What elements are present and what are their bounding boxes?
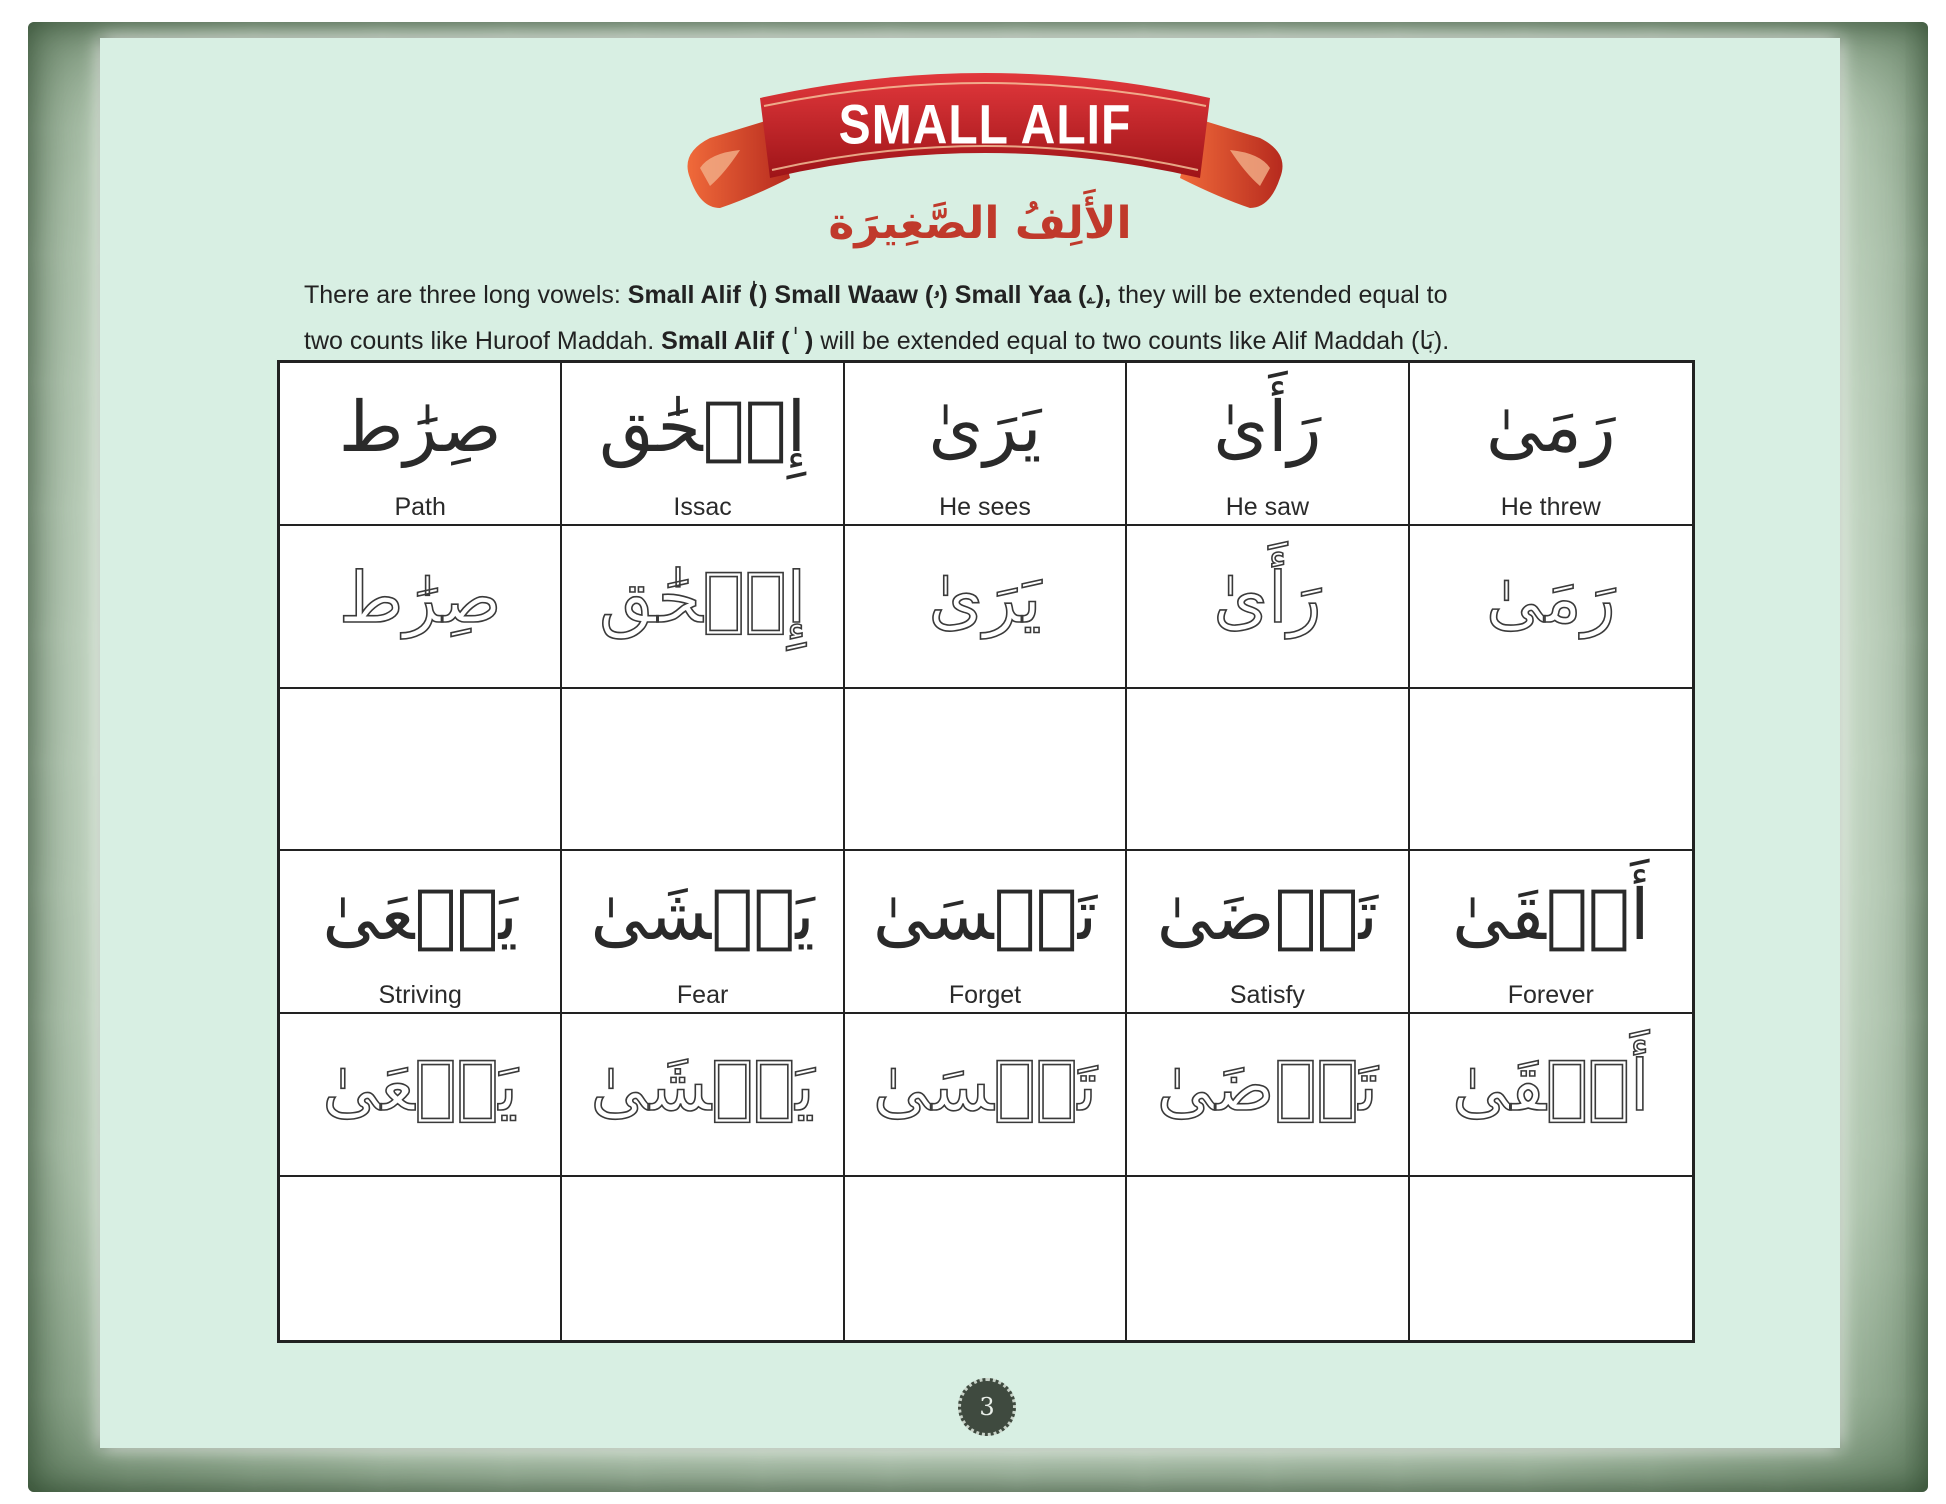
dotted-trace-word: إِسۡحَٰق [599, 556, 807, 639]
writing-cell[interactable] [280, 689, 562, 852]
page-number: 3 [958, 1378, 1016, 1436]
word-cell [280, 851, 562, 1014]
title-banner [680, 58, 1290, 208]
intro-line-1 [304, 272, 1704, 318]
arabic-word: يَسۡعَىٰ [322, 874, 518, 957]
writing-cell[interactable] [562, 1177, 844, 1340]
intro-line-2 [304, 318, 1704, 364]
word-cell [1410, 851, 1692, 1014]
trace-cell[interactable] [1410, 526, 1692, 689]
trace-cell[interactable] [562, 1014, 844, 1177]
writing-cell[interactable] [845, 689, 1127, 852]
arabic-word: تَرۡضَىٰ [1156, 874, 1379, 957]
dotted-trace-word: رَأَىٰ [1213, 556, 1322, 639]
arabic-word: رَأَىٰ [1213, 386, 1322, 468]
word-meaning: Forever [1507, 981, 1594, 1010]
word-meaning: Issac [673, 492, 732, 521]
dotted-trace-word: يَسۡعَىٰ [322, 1045, 518, 1128]
trace-cell[interactable] [1127, 526, 1409, 689]
writing-cell[interactable] [562, 689, 844, 852]
trace-cell[interactable] [1410, 1014, 1692, 1177]
intro-bold-small-alif: Small Alif ( ٰ ) [661, 327, 814, 355]
intro-text-part: will be extended equal to two counts like Alif Maddah (بَا). [813, 327, 1450, 355]
word-cell [562, 851, 844, 1014]
writing-cell[interactable] [845, 1177, 1127, 1340]
intro-bold-small-waaw: Small Waaw (ۥ) [767, 281, 948, 309]
arabic-word: أَبۡقَىٰ [1452, 874, 1650, 957]
trace-cell[interactable] [845, 1014, 1127, 1177]
trace-cell[interactable] [280, 1014, 562, 1177]
writing-cell[interactable] [1410, 1177, 1692, 1340]
word-meaning: Striving [378, 981, 462, 1010]
word-cell [1127, 851, 1409, 1014]
dotted-trace-word: يَرَىٰ [928, 556, 1042, 639]
word-cell [1410, 363, 1692, 526]
intro-text-part: two counts like Huroof Maddah. [304, 327, 662, 355]
trace-cell[interactable] [1127, 1014, 1409, 1177]
intro-text-part: There are three long vowels: [304, 281, 628, 309]
writing-cell[interactable] [1127, 1177, 1409, 1340]
writing-cell[interactable] [1410, 689, 1692, 852]
banner-title: SMALL ALIF [838, 95, 1132, 156]
arabic-word: يَخۡشَىٰ [590, 874, 815, 957]
word-meaning: Path [394, 492, 446, 521]
dotted-trace-word: رَمَىٰ [1485, 556, 1616, 639]
arabic-word: رَمَىٰ [1485, 386, 1616, 468]
practice-grid [277, 360, 1695, 1343]
word-meaning: He saw [1225, 492, 1310, 521]
word-meaning: Forget [948, 981, 1022, 1010]
arabic-word: صِرَٰط [338, 386, 502, 468]
trace-cell[interactable] [845, 526, 1127, 689]
arabic-word: تَنۡسَىٰ [872, 874, 1098, 957]
dotted-trace-word: صِرَٰط [338, 556, 502, 639]
word-cell [562, 363, 844, 526]
trace-cell[interactable] [562, 526, 844, 689]
word-meaning: He sees [939, 492, 1031, 521]
word-cell [280, 363, 562, 526]
word-cell [1127, 363, 1409, 526]
trace-cell[interactable] [280, 526, 562, 689]
dotted-trace-word: أَبۡقَىٰ [1452, 1045, 1650, 1128]
dotted-trace-word: يَخۡشَىٰ [590, 1045, 815, 1128]
arabic-word: إِسۡحَٰق [599, 386, 807, 468]
arabic-word: يَرَىٰ [928, 386, 1042, 468]
arabic-title: الأَلِفُ الصَّغِيرَة [828, 198, 1132, 249]
word-meaning: Satisfy [1229, 981, 1305, 1010]
dotted-trace-word: تَنۡسَىٰ [872, 1045, 1098, 1128]
word-meaning: Fear [676, 981, 729, 1010]
intro-bold-small-alif: Small Alif (ٰ) [627, 281, 768, 309]
intro-text [304, 272, 1704, 364]
dotted-trace-word: تَرۡضَىٰ [1156, 1045, 1379, 1128]
intro-bold-small-yaa: Small Yaa (ۦ), [947, 281, 1112, 309]
writing-cell[interactable] [280, 1177, 562, 1340]
word-meaning: He threw [1500, 492, 1601, 521]
word-cell [845, 363, 1127, 526]
intro-text-part: they will be extended equal to [1111, 281, 1448, 309]
word-cell [845, 851, 1127, 1014]
writing-cell[interactable] [1127, 689, 1409, 852]
